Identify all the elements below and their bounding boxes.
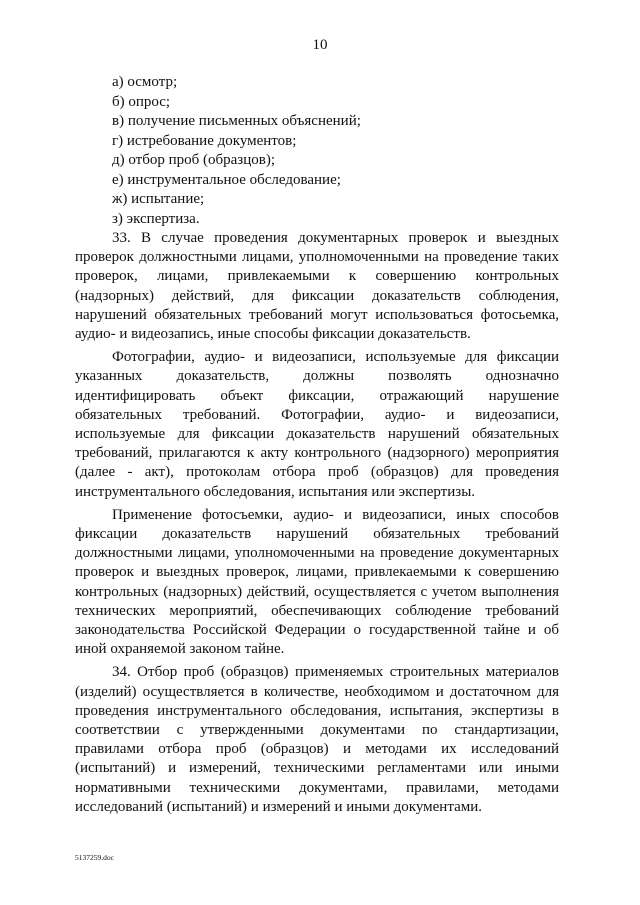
list-item: а) осмотр; xyxy=(112,74,178,90)
list-item: е) инструментальное обследование; xyxy=(112,171,341,188)
list-item: г) истребование документов; xyxy=(112,132,297,149)
list-item: б) опрос; xyxy=(112,93,171,110)
paragraph-photo-usage: Фотографии, аудио- и видеозаписи, используемые для фиксации указанных доказательств, должны позволять однозначно идентифицировать объект фиксации, отражающий нарушение обязательных требований. Фотографии, аудио- и видеозаписи, используемые для фиксации доказательств нарушений обязательных требований, прилагаются к акту контрольного (надзорного) мероприятия (далее - акт), протоколам отбора проб (образцов) для проведения инструментального обследования, испытания или экспертизы. xyxy=(75,349,559,500)
list-item: д) отбор проб (образцов); xyxy=(112,152,276,168)
paragraph-recording-application: Применение фотосъемки, аудио- и видеозаписи, иных способов фиксации доказательств нарушений обязательных требований должностными лицами, уполномоченными на проведение документарных проверок и выездных проверок, лицами, привлекаемыми к совершению контрольных (надзорных) действий, осуществляется с учетом выполнения технических мероприятий, обеспечивающих соблюдение требований законодательства Российской Федерации о государственной тайне и об иной охраняемой законом тайне. xyxy=(75,506,559,658)
paragraph-34: 34. Отбор проб (образцов) применяемых строительных материалов (изделий) осуществляется в количестве, необходимом и достаточном для проведения инструментального обследования, испытания, экспертизы в соответствии с утвержденными документами по стандартизации, правилами отбора проб (образцов) и методами их исследований (испытаний) и измерений, техническими регламентами или иными нормативными техническими документами, правилами, методами исследований (испытаний) и измерений и иными документами. xyxy=(75,664,559,815)
list-item: з) экспертиза. xyxy=(112,210,200,227)
list-item: в) получение письменных объяснений; xyxy=(112,113,361,129)
paragraph-33: 33. В случае проведения документарных проверок и выездных проверок должностными лицами, уполномоченными на проведение таких проверок, лицами, привлекаемыми к совершению контрольных (надзорных) действий, для фиксации доказательств соблюдения, нарушений обязательных требований могут использоваться фотосьемка, аудио- и видеозапись, иные способы фиксации доказательств. xyxy=(75,230,559,343)
measures-list xyxy=(112,73,562,229)
page-number: 10 xyxy=(312,37,328,53)
document-body xyxy=(75,229,559,821)
list-item: ж) испытание; xyxy=(112,191,205,207)
document-code: 5137259.doc xyxy=(75,853,114,862)
